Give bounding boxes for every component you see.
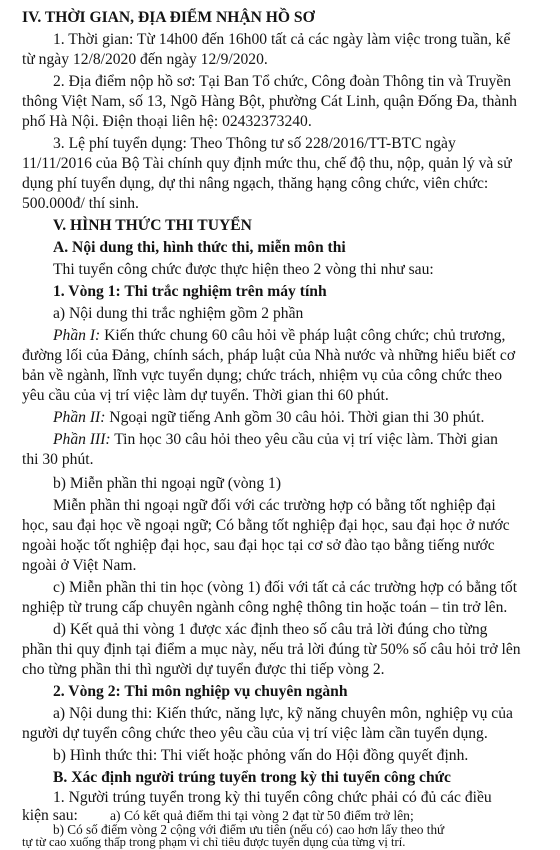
round-1-item-d-line-2: phần thi quy định tại điểm a mục này, nếu trả lời đúng từ 50% số câu hỏi trở lên bbox=[22, 641, 521, 658]
round-1-item-c-line-1: c) Miễn phần thi tin học (vòng 1) đối với tất cả các trường hợp có bằng tốt bbox=[53, 579, 518, 596]
round-1-item-a: a) Nội dung thi trắc nghiệm gồm 2 phần bbox=[53, 305, 304, 322]
part-1-text: Kiến thức chung 60 câu hỏi về pháp luật công chức; chủ trương, bbox=[100, 327, 506, 344]
part-1-line-2: đường lối của Đảng, chính sách, pháp luật của Nhà nước và những hiểu biết cơ bbox=[22, 347, 516, 364]
foreign-exempt-line-1: Miễn phần thi ngoại ngữ đối với các trường hợp có bằng tốt nghiệp đại bbox=[53, 497, 496, 514]
criteria-line-2: kiện sau: bbox=[22, 807, 78, 824]
round-2-item-a-line-1: a) Nội dung thi: Kiến thức, năng lực, kỹ năng chuyên môn, nghiệp vụ của bbox=[53, 705, 513, 722]
subsection-b-heading: B. Xác định người trúng tuyển trong kỳ thi tuyển công chức bbox=[53, 769, 451, 786]
foreign-exempt-line-3: ngoài hoặc tốt nghiệp đại học, sau đại học tại cơ sở đào tạo bằng tiếng nước bbox=[22, 537, 495, 554]
fee-line-2: 11/11/2016 của Bộ Tài chính quy định mức thu, chế độ thu, nộp, quản lý và sử bbox=[22, 155, 512, 172]
part-2-label: Phần II: bbox=[53, 409, 106, 426]
part-3-text: Tin học 30 câu hỏi theo yêu cầu của vị trí việc làm. Thời gian bbox=[110, 431, 498, 448]
round-1-item-d-line-1: d) Kết quả thi vòng 1 được xác định theo số câu trả lời đúng cho từng bbox=[53, 621, 488, 638]
part-3-line-2: thi 30 phút. bbox=[22, 451, 94, 468]
criteria-item-b-line-2: tự từ cao xuống thấp trong phạm vi chỉ tiêu được tuyển dụng của từng vị trí. bbox=[22, 835, 406, 849]
part-3-label: Phần III: bbox=[53, 431, 111, 448]
round-2-item-a-line-2: người dự tuyển công chức theo yêu cầu của vị trí việc làm cần tuyển dụng. bbox=[22, 725, 488, 742]
fee-line-3: dụng phí tuyển dụng, dự thi nâng ngạch, thăng hạng công chức, viên chức: bbox=[22, 175, 489, 192]
criteria-item-b-line-1: b) Có số điểm vòng 2 cộng với điểm ưu tiên (nếu có) cao hơn lấy theo thứ bbox=[53, 822, 445, 837]
round-1-item-d-line-3: cho từng phần thi thì người dự tuyển được thi tiếp vòng 2. bbox=[22, 661, 385, 678]
criteria-line-1: 1. Người trúng tuyển trong kỳ thi tuyển công chức phải có đủ các điều bbox=[53, 789, 492, 806]
foreign-exempt-line-2: học, sau đại học về ngoại ngữ; Có bằng tốt nghiệp đại học, sau đại học ở nước bbox=[22, 517, 510, 534]
time-line-1: 1. Thời gian: Từ 14h00 đến 16h00 tất cả các ngày làm việc trong tuần, kể bbox=[53, 31, 511, 48]
part-2-text: Ngoại ngữ tiếng Anh gồm 30 câu hỏi. Thời gian thi 30 phút. bbox=[105, 409, 485, 426]
round-2-heading: 2. Vòng 2: Thi môn nghiệp vụ chuyên ngành bbox=[53, 683, 348, 700]
location-line-3: phố Hà Nội. Điện thoại liên hệ: 02432373240. bbox=[22, 113, 312, 130]
subsection-a-heading: A. Nội dung thi, hình thức thi, miễn môn thi bbox=[53, 239, 346, 256]
foreign-exempt-line-4: ngoài ở Việt Nam. bbox=[22, 557, 137, 574]
round-1-item-b: b) Miễn phần thi ngoại ngữ (vòng 1) bbox=[53, 475, 282, 492]
criteria-item-a: a) Có kết quả điểm thi tại vòng 2 đạt từ 50 điểm trở lên; bbox=[110, 808, 414, 823]
round-1-heading: 1. Vòng 1: Thi trắc nghiệm trên máy tính bbox=[53, 283, 327, 300]
part-3-line-1 bbox=[53, 430, 548, 450]
location-line-2: thông Việt Nam, số 13, Ngõ Hàng Bột, phường Cát Linh, quận Đống Đa, thành bbox=[22, 93, 517, 110]
time-line-2: từ ngày 12/8/2020 đến ngày 12/9/2020. bbox=[22, 51, 268, 68]
exam-intro: Thi tuyển công chức được thực hiện theo 2 vòng thi như sau: bbox=[53, 261, 434, 278]
fee-line-1: 3. Lệ phí tuyển dụng: Theo Thông tư số 228/2016/TT-BTC ngày bbox=[53, 135, 456, 152]
fee-line-4: 500.000đ/ thí sinh. bbox=[22, 195, 139, 212]
part-1-label: Phần I: bbox=[53, 327, 101, 344]
round-1-item-c-line-2: nghiệp từ trung cấp chuyên ngành công nghệ thông tin hoặc toán – tin trở lên. bbox=[22, 599, 508, 616]
section-iv-heading: IV. THỜI GIAN, ĐỊA ĐIỂM NHẬN HỒ SƠ bbox=[22, 9, 315, 26]
part-1-line-4: yêu cầu của vị trí việc làm dự tuyển. Thời gian thi 60 phút. bbox=[22, 387, 389, 404]
round-2-item-b: b) Hình thức thi: Thi viết hoặc phỏng vấn do Hội đồng quyết định. bbox=[53, 747, 469, 764]
part-1-line-1 bbox=[53, 326, 548, 346]
part-1-line-3: bản về ngành, lĩnh vực tuyển dụng; chức trách, nhiệm vụ của công chức theo bbox=[22, 367, 503, 384]
part-2-line bbox=[53, 408, 548, 428]
location-line-1: 2. Địa điểm nộp hồ sơ: Tại Ban Tổ chức, Công đoàn Thông tin và Truyền bbox=[53, 73, 512, 90]
section-v-heading: V. HÌNH THỨC THI TUYỂN bbox=[53, 217, 252, 234]
